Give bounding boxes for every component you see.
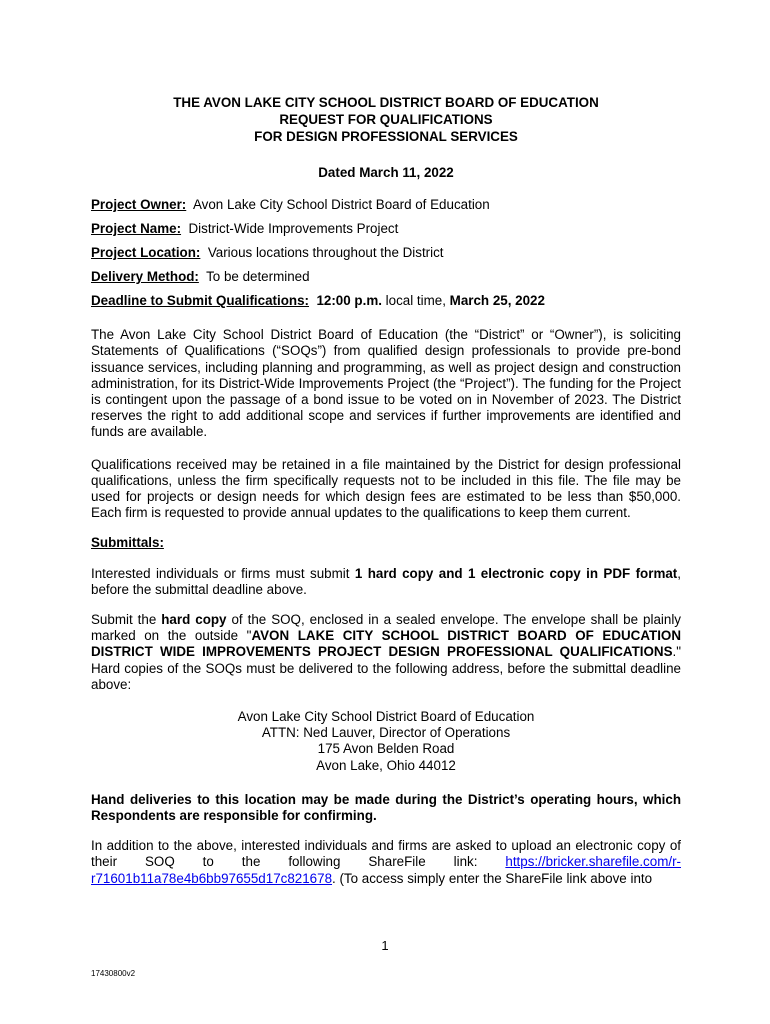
project-owner-label: Project Owner: — [91, 197, 187, 213]
document-body — [91, 94, 681, 887]
project-name-label: Project Name: — [91, 221, 182, 237]
hard-copy-text-e: ." Hard copies of the SOQs must be delivered to the following address, before the submittal deadline above: — [91, 644, 681, 692]
qualifications-paragraph: Qualifications received may be retained in a file maintained by the District for design professional qualifications, unless the firm specifically requests not to be included in this file. The file may be used for projects or design needs for which design fees are estimated to be less than $50,000. Each firm is requested to provide annual updates to the qualifications to keep them current. — [91, 456, 681, 521]
document-title — [91, 94, 681, 145]
electronic-text-a: In addition to the above, interested individuals and firms are asked to upload an electronic copy of their SOQ to the following ShareFile link: — [91, 838, 681, 870]
project-owner-value: Avon Lake City School District Board of Education — [192, 197, 490, 213]
deadline-time: 12:00 p.m. — [316, 293, 382, 309]
deadline-mid: local time, — [381, 293, 450, 309]
submittals-heading — [91, 535, 681, 551]
project-location-label: Project Location: — [91, 245, 201, 261]
submittals-heading-text: Submittals — [91, 535, 160, 551]
submittal-text-a: Interested individuals or firms must submit — [91, 565, 355, 581]
electronic-text-b: . (To access simply enter the ShareFile link above into — [332, 870, 653, 886]
hard-copy-text-c: of the SOQ, enclosed in a sealed envelope. The envelope shall be plainly marked on the outside " — [91, 612, 682, 644]
hand-delivery-paragraph: Hand deliveries to this location may be made during the District’s operating hours, which Respondents are responsible for confirming. — [91, 791, 681, 824]
submittals-heading-colon: : — [159, 535, 164, 551]
submittal-requirement-paragraph — [91, 566, 681, 598]
intro-paragraph: The Avon Lake City School District Board of Education (the “District” or “Owner”), is soliciting Statements of Qualifications (“SOQs”) from qualified design professionals to provide pre-bond issuance services, including planning and programming, as well as project design and construction administration, for its District-Wide Improvements Project (the “Project”). The funding for the Project is contingent upon the passage of a bond issue to be voted on in November of 2023. The District reserves the right to add additional scope and services if further improvements are identified and funds are available. — [91, 327, 681, 440]
project-name-value: District-Wide Improvements Project — [188, 221, 399, 237]
electronic-copy-paragraph — [91, 838, 681, 887]
title-line-1: THE AVON LAKE CITY SCHOOL DISTRICT BOARD OF EDUCATION — [173, 95, 599, 110]
address-line-4: Avon Lake, Ohio 44012 — [316, 757, 456, 773]
deadline-date: March 25, 2022 — [449, 293, 545, 309]
deadline-label: Deadline to Submit Qualifications: — [91, 293, 309, 309]
address-line-3: 175 Avon Belden Road — [317, 741, 455, 757]
document-id: 17430800v2 — [91, 969, 136, 978]
address-line-1: Avon Lake City School District Board of Education — [237, 709, 535, 725]
dated-line: Dated March 11, 2022 — [318, 165, 454, 180]
delivery-method-label: Delivery Method: — [91, 269, 199, 285]
project-location-field — [91, 245, 681, 261]
hard-copy-text-bold: hard copy — [161, 612, 227, 628]
delivery-method-field — [91, 269, 681, 285]
title-line-2: REQUEST FOR QUALIFICATIONS — [279, 112, 493, 127]
project-location-value: Various locations throughout the District — [207, 245, 444, 261]
submittal-text-bold: 1 hard copy and 1 electronic copy in PDF format — [354, 565, 678, 581]
hard-copy-text-a: Submit the — [91, 612, 162, 628]
sharefile-link[interactable]: https://bricker.sharefile.com/r-r71601b11a78e4b6bb97655d17c821678 — [91, 854, 681, 886]
project-owner-field — [91, 197, 681, 213]
delivery-method-value: To be determined — [206, 269, 310, 285]
deadline-field — [91, 293, 681, 309]
project-fields — [91, 197, 681, 309]
page-number: 1 — [381, 938, 389, 953]
delivery-address — [91, 709, 681, 774]
address-line-2: ATTN: Ned Lauver, Director of Operations — [261, 725, 511, 741]
hard-copy-paragraph — [91, 612, 681, 693]
envelope-marking: AVON LAKE CITY SCHOOL DISTRICT BOARD OF EDUCATION DISTRICT WIDE IMPROVEMENTS PROJECT DESIGN PROFESSIONAL QUALIFICATIONS — [91, 628, 681, 660]
title-line-3: FOR DESIGN PROFESSIONAL SERVICES — [254, 129, 518, 144]
submittal-text-c: , before the submittal deadline above. — [91, 565, 681, 597]
project-name-field — [91, 221, 681, 237]
